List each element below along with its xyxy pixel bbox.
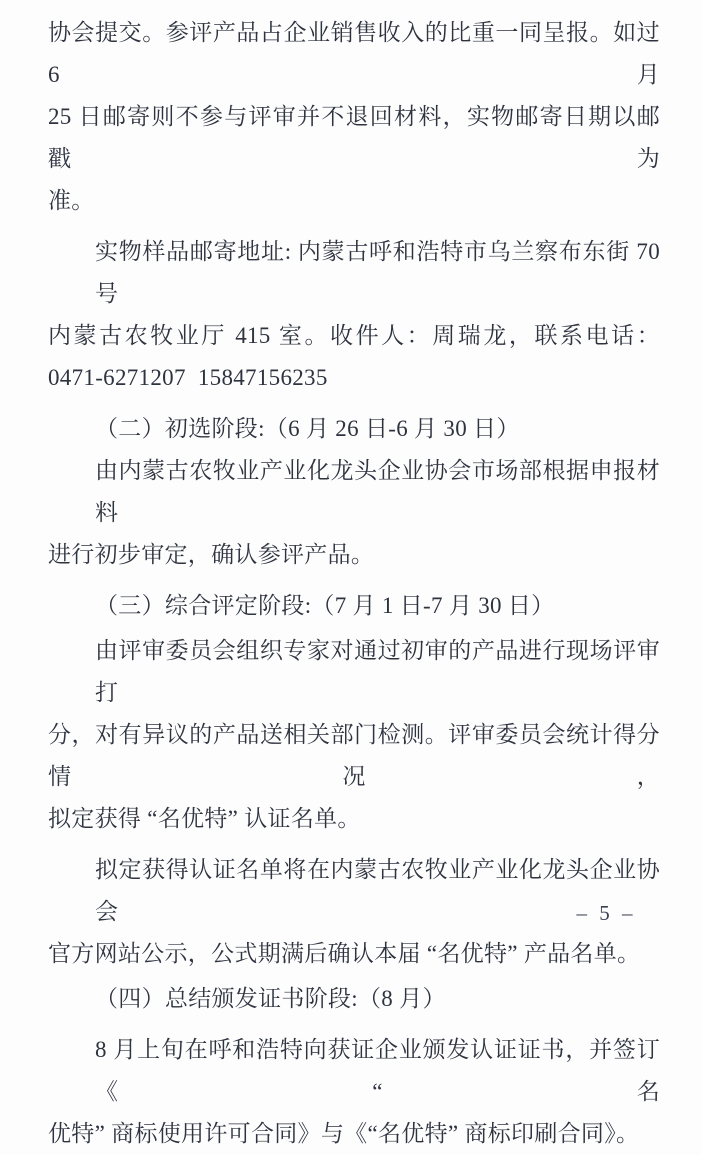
page-number: – 5 – <box>576 901 634 925</box>
document-body <box>48 0 667 1155</box>
text-line: 协会提交。参评产品占企业销售收入的比重一同呈报。如过 6 月 <box>48 20 667 87</box>
text-line: 官方网站公示，公式期满后确认本届 “名优特” 产品名单。 <box>48 941 641 966</box>
text-line: 内蒙古农牧业厅 415 室。收件人：周瑞龙，联系电话： <box>48 323 660 348</box>
text-line: 8 月上旬在呼和浩特向获证企业颁发认证证书，并签订《“名 <box>95 1037 660 1104</box>
text-line: 拟定获得认证名单将在内蒙古农牧业产业化龙头企业协会 <box>95 857 660 924</box>
text-line: 优特” 商标使用许可合同》与《“名优特” 商标印刷合同》。 <box>48 1121 640 1146</box>
paragraph-mailing-address <box>48 231 667 399</box>
heading-stage-3 <box>48 585 660 627</box>
paragraph-preliminary-review <box>48 450 660 576</box>
text-line-phone-numbers: 0471-6271207 15847156235 <box>48 365 328 390</box>
text-line: 实物样品邮寄地址: 内蒙古呼和浩特市乌兰察布东街 70 号 <box>95 239 667 306</box>
paragraph-certificate-award <box>48 1029 660 1155</box>
text-line: （三）综合评定阶段:（7 月 1 日-7 月 30 日） <box>95 593 555 618</box>
paragraph-comprehensive-evaluation <box>48 630 660 840</box>
heading-stage-2 <box>48 408 660 450</box>
paragraph-mailing-deadline <box>48 12 667 222</box>
text-line: （二）初选阶段:（6 月 26 日-6 月 30 日） <box>95 416 520 441</box>
text-line: 25 日邮寄则不参与评审并不退回材料，实物邮寄日期以邮戳为 <box>48 104 660 171</box>
text-line: 进行初步审定，确认参评产品。 <box>48 542 375 567</box>
text-line: （四）总结颁发证书阶段:（8 月） <box>95 986 446 1011</box>
text-line: 由评审委员会组织专家对通过初审的产品进行现场评审打 <box>95 638 660 705</box>
text-line: 分，对有异议的产品送相关部门检测。评审委员会统计得分情况， <box>48 722 660 789</box>
text-line: 准。 <box>48 188 95 213</box>
text-line: 拟定获得 “名优特” 认证名单。 <box>48 806 361 831</box>
text-line: 由内蒙古农牧业产业化龙头企业协会市场部根据申报材料 <box>95 458 660 525</box>
heading-stage-4 <box>48 978 660 1020</box>
